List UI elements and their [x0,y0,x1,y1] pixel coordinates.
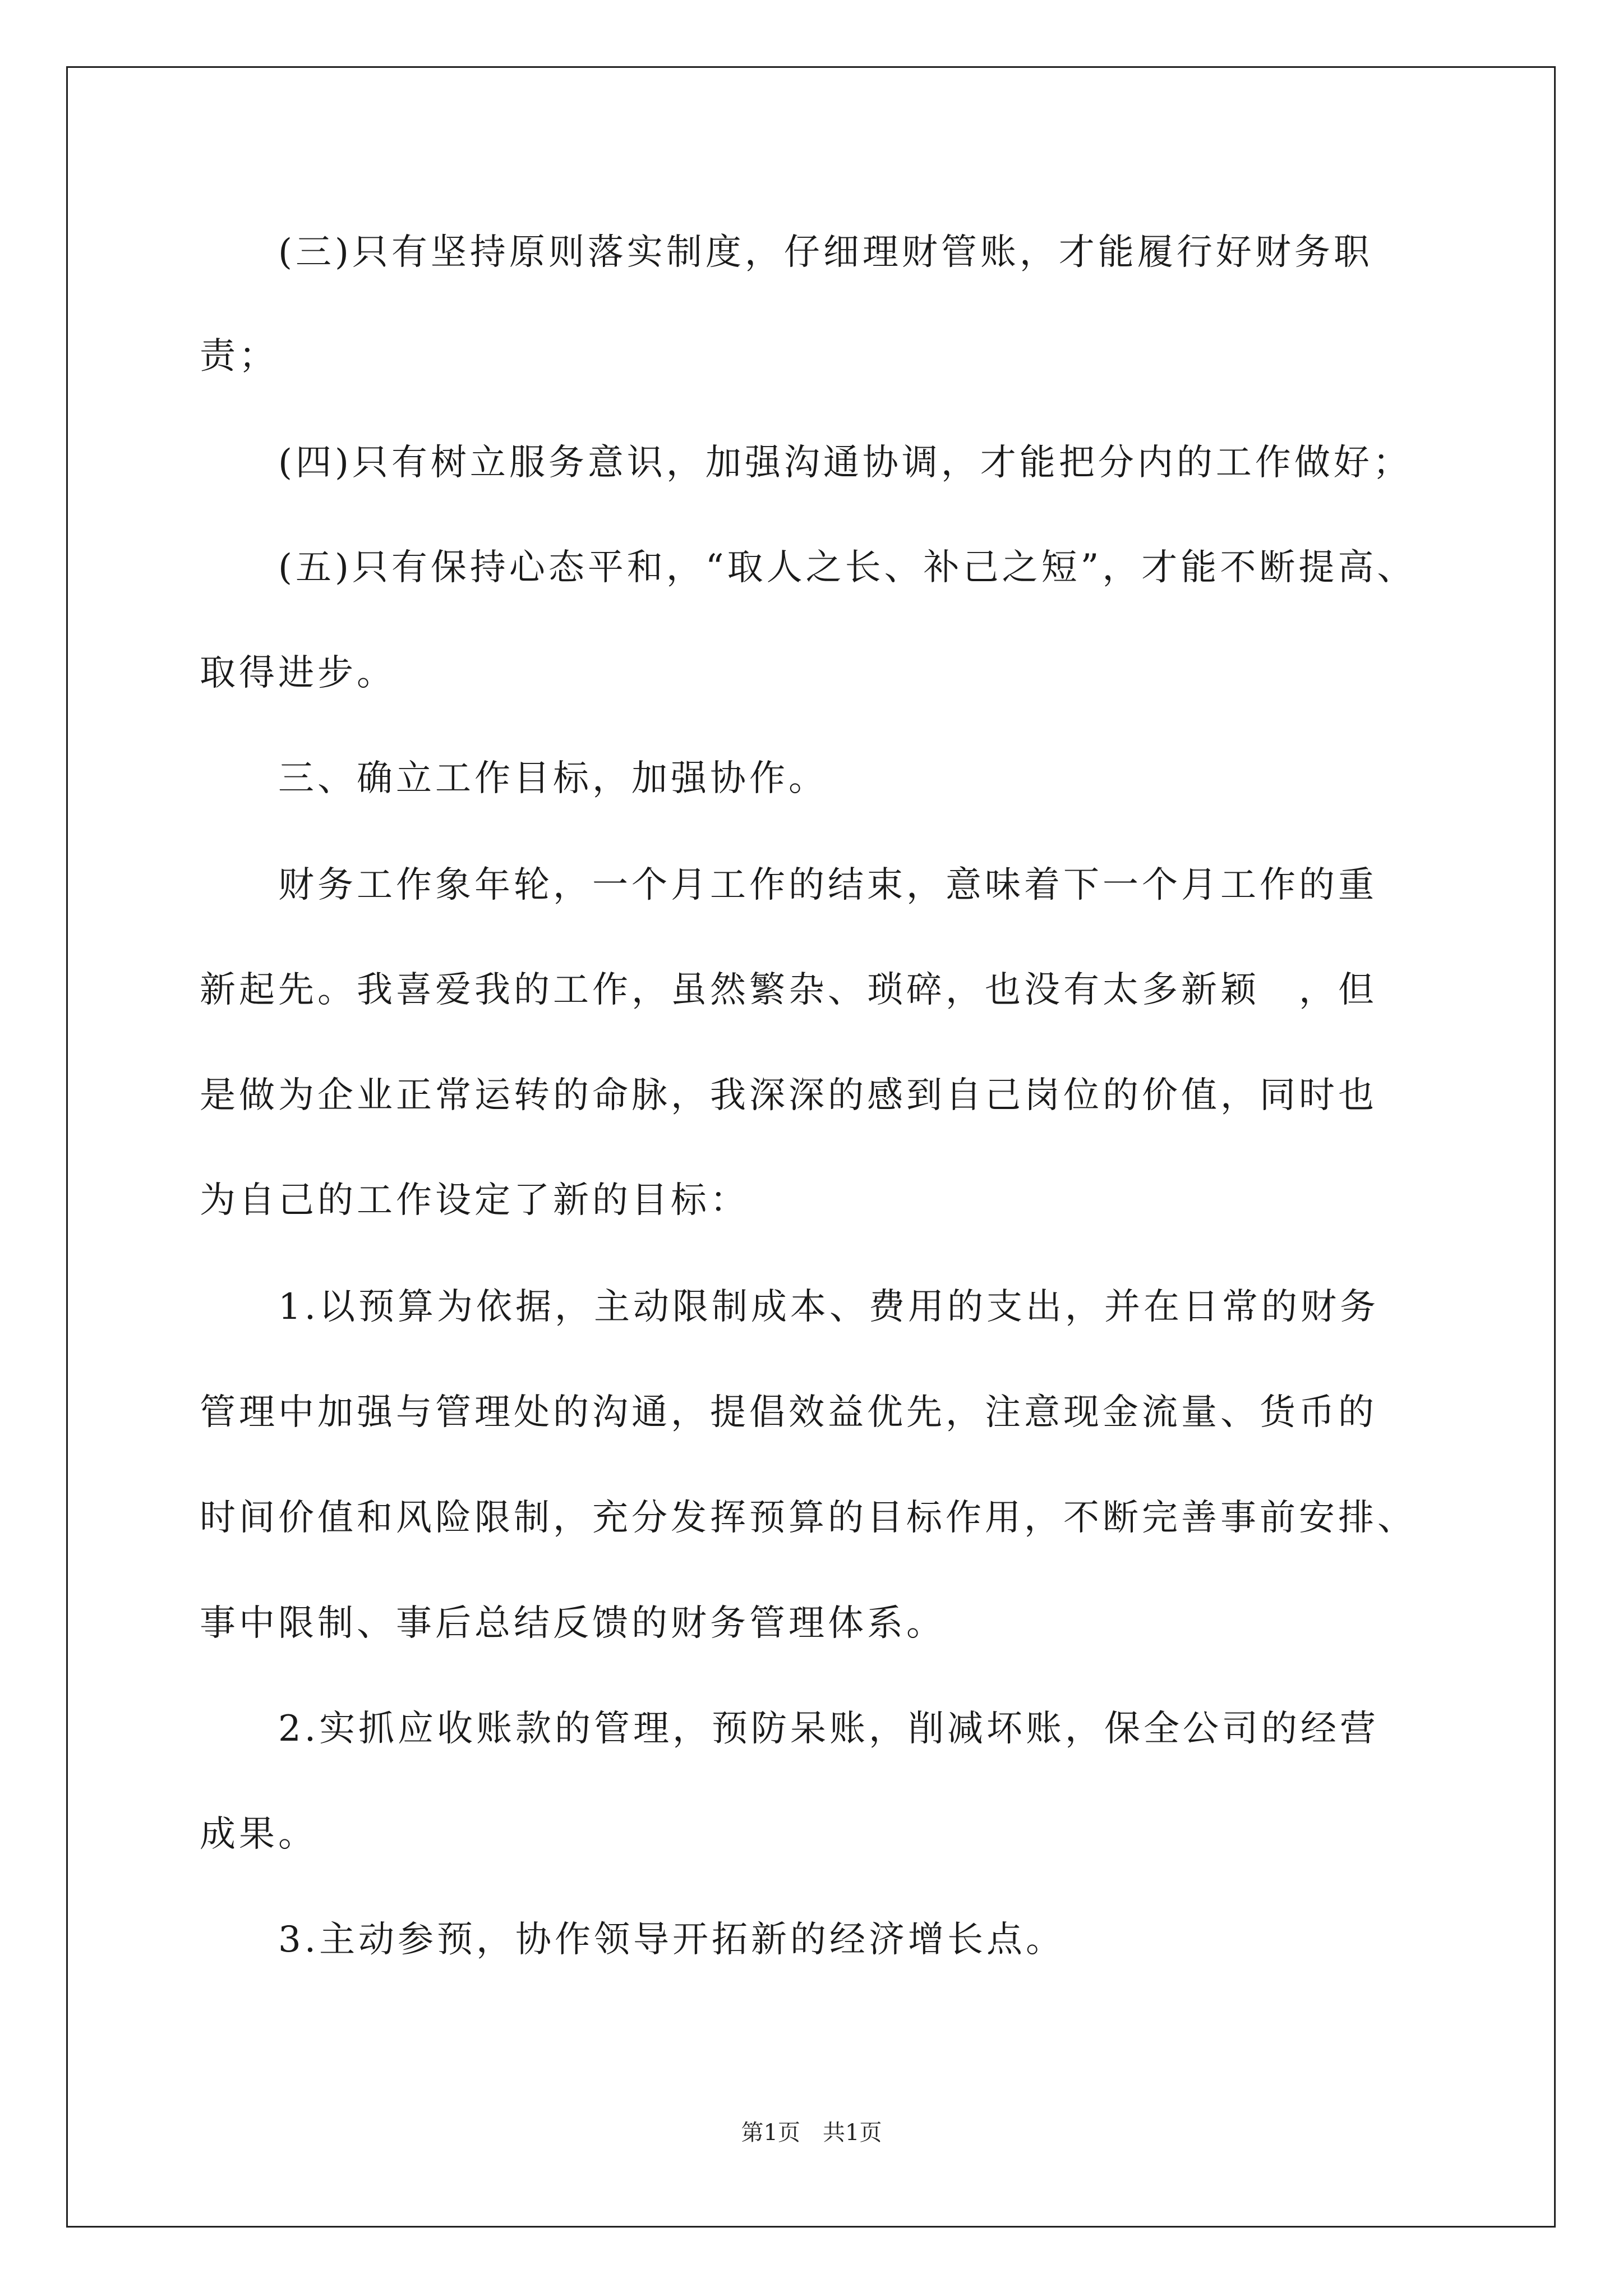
section-heading: 三、确立工作目标，加强协作。 [278,758,828,799]
paragraph-line: 3.主动参预，协作领导开拓新的经济增长点。 [278,1919,1066,1961]
paragraph-line: 2.实抓应收账款的管理，预防呆账，削减坏账，保全公司的经营 [278,1708,1380,1750]
paragraph-line: 时间价值和风险限制，充分发挥预算的目标作用，不断完善事前安排、 [200,1497,1417,1539]
paragraph-line: 取得进步。 [200,652,396,694]
paragraph-line: 责； [200,335,278,377]
paragraph-line: 为自己的工作设定了新的目标： [200,1180,749,1221]
paragraph-line: 管理中加强与管理处的沟通，提倡效益优先，注意现金流量、货币的 [200,1392,1377,1433]
paragraph-line: 1.以预算为依据，主动限制成本、费用的支出，并在日常的财务 [278,1286,1380,1328]
paragraph-line: (四)只有树立服务意识，加强沟通协调，才能把分内的工作做好； [278,442,1412,484]
page-number-footer: 第1页 共1页 [741,2120,882,2146]
paragraph-line: (五)只有保持心态平和，“取人之长、补己之短”，才能不断提高、 [278,547,1417,588]
paragraph-line: 是做为企业正常运转的命脉，我深深的感到自己岗位的价值，同时也 [200,1075,1377,1116]
page-border [66,66,1556,2228]
paragraph-line: (三)只有坚持原则落实制度，仔细理财管账，才能履行好财务职 [278,232,1373,273]
paragraph-line: 新起先。我喜爱我的工作，虽然繁杂、琐碎，也没有太多新颖 ，但 [200,969,1377,1011]
paragraph-line: 成果。 [200,1814,317,1855]
paragraph-line: 财务工作象年轮，一个月工作的结束，意味着下一个月工作的重 [278,864,1377,906]
paragraph-line: 事中限制、事后总结反馈的财务管理体系。 [200,1603,946,1644]
